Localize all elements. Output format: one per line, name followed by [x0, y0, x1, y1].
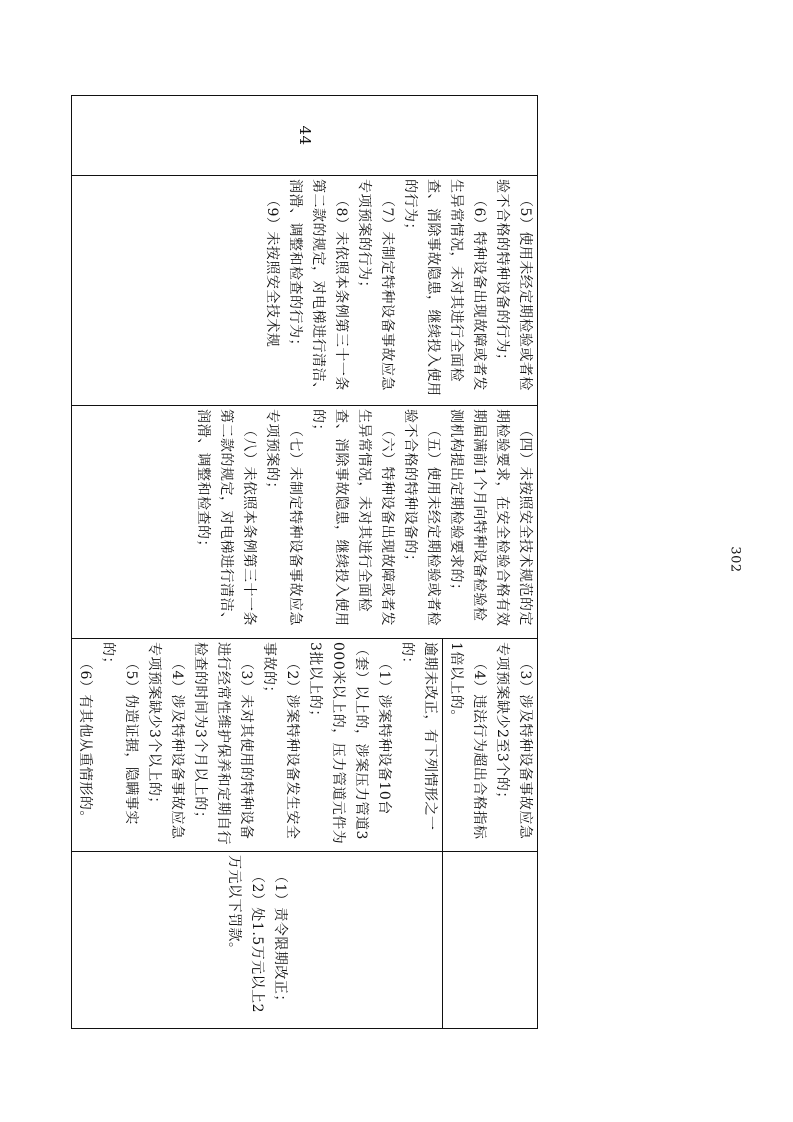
list-item: （4）违法行为超出合格指标1倍以上的。 — [448, 642, 487, 840]
page-number: 302 — [727, 546, 743, 573]
list-item: （3）未对其使用的特种设备进行经常性维护保养和定期自行检查的时间为3个月以上的； — [192, 642, 254, 845]
list-item: （1）涉案特种设备10台（套）以上的，涉案压力管道3000米以上的，压力管道元件为3批以上的； — [307, 642, 392, 845]
list-item: （四）未按照安全技术规范的定期检验要求，在安全检验合格有效期届满前1个月向特种设备检验检测机构提出定期检验要求的； — [448, 409, 533, 627]
list-item: （6）特种设备出现故障或者发生异常情况，未对其进行全面检查、消除事故隐患，继续投入使用的行为； — [402, 179, 487, 397]
illegal-acts-cell — [72, 176, 538, 406]
list-item: （八）未依照本条例第三十一条第二款的规定，对电梯进行清洁、润滑、调整和检查的； — [195, 409, 257, 627]
circumstance-cell-top — [443, 639, 538, 852]
legal-basis-cell — [72, 406, 538, 639]
list-item: （9）未按照安全技术规 — [264, 193, 280, 348]
row-number-cell — [72, 96, 538, 176]
list-item: （七）未制定特种设备事故应急专项预案的； — [264, 409, 303, 626]
list-item: （六）特种设备出现故障或者发生异常情况，未对其进行全面检查、消除事故隐患，继续投入使用的； — [310, 409, 395, 627]
list-item: （2）处1.5万元以上2万元以下罚款。 — [226, 855, 266, 1014]
rotated-page-content — [77, 95, 538, 1028]
list-item: （五）使用未经定期检验或者检验不合格的特种设备的； — [402, 409, 441, 626]
list-item: （5）伪造证据，隐瞒事实的； — [100, 642, 139, 825]
list-item: （4）涉及特种设备事故应急专项预案缺少3个以上的； — [146, 642, 185, 840]
list-item: （1）责令限期改正； — [272, 869, 289, 1009]
list-item: （6）有其他从重情形的。 — [77, 656, 93, 825]
row-number: 44 — [296, 125, 314, 146]
penalty-cell-top — [443, 852, 538, 1029]
list-item: （7）未制定特种设备事故应急专项预案的行为； — [356, 179, 395, 391]
circumstance-intro: 逾期未改正，有下列情形之一的： — [399, 642, 438, 831]
list-item: （3）涉及特种设备事故应急专项预案缺少2至3个的； — [494, 642, 533, 840]
penalty-table — [71, 95, 538, 1029]
list-item: （8）未依照本条例第三十一条第二款的规定，对电梯进行清洁、润滑、调整和检查的行为； — [287, 179, 349, 397]
list-item: （2）涉案特种设备发生安全事故的； — [261, 642, 300, 840]
penalty-cell-bottom — [72, 852, 443, 1029]
circumstance-cell-bottom — [72, 639, 443, 852]
list-item: （5）使用未经定期检验或者检验不合格的特种设备的行为； — [494, 179, 533, 391]
table-row-top — [443, 96, 538, 1029]
